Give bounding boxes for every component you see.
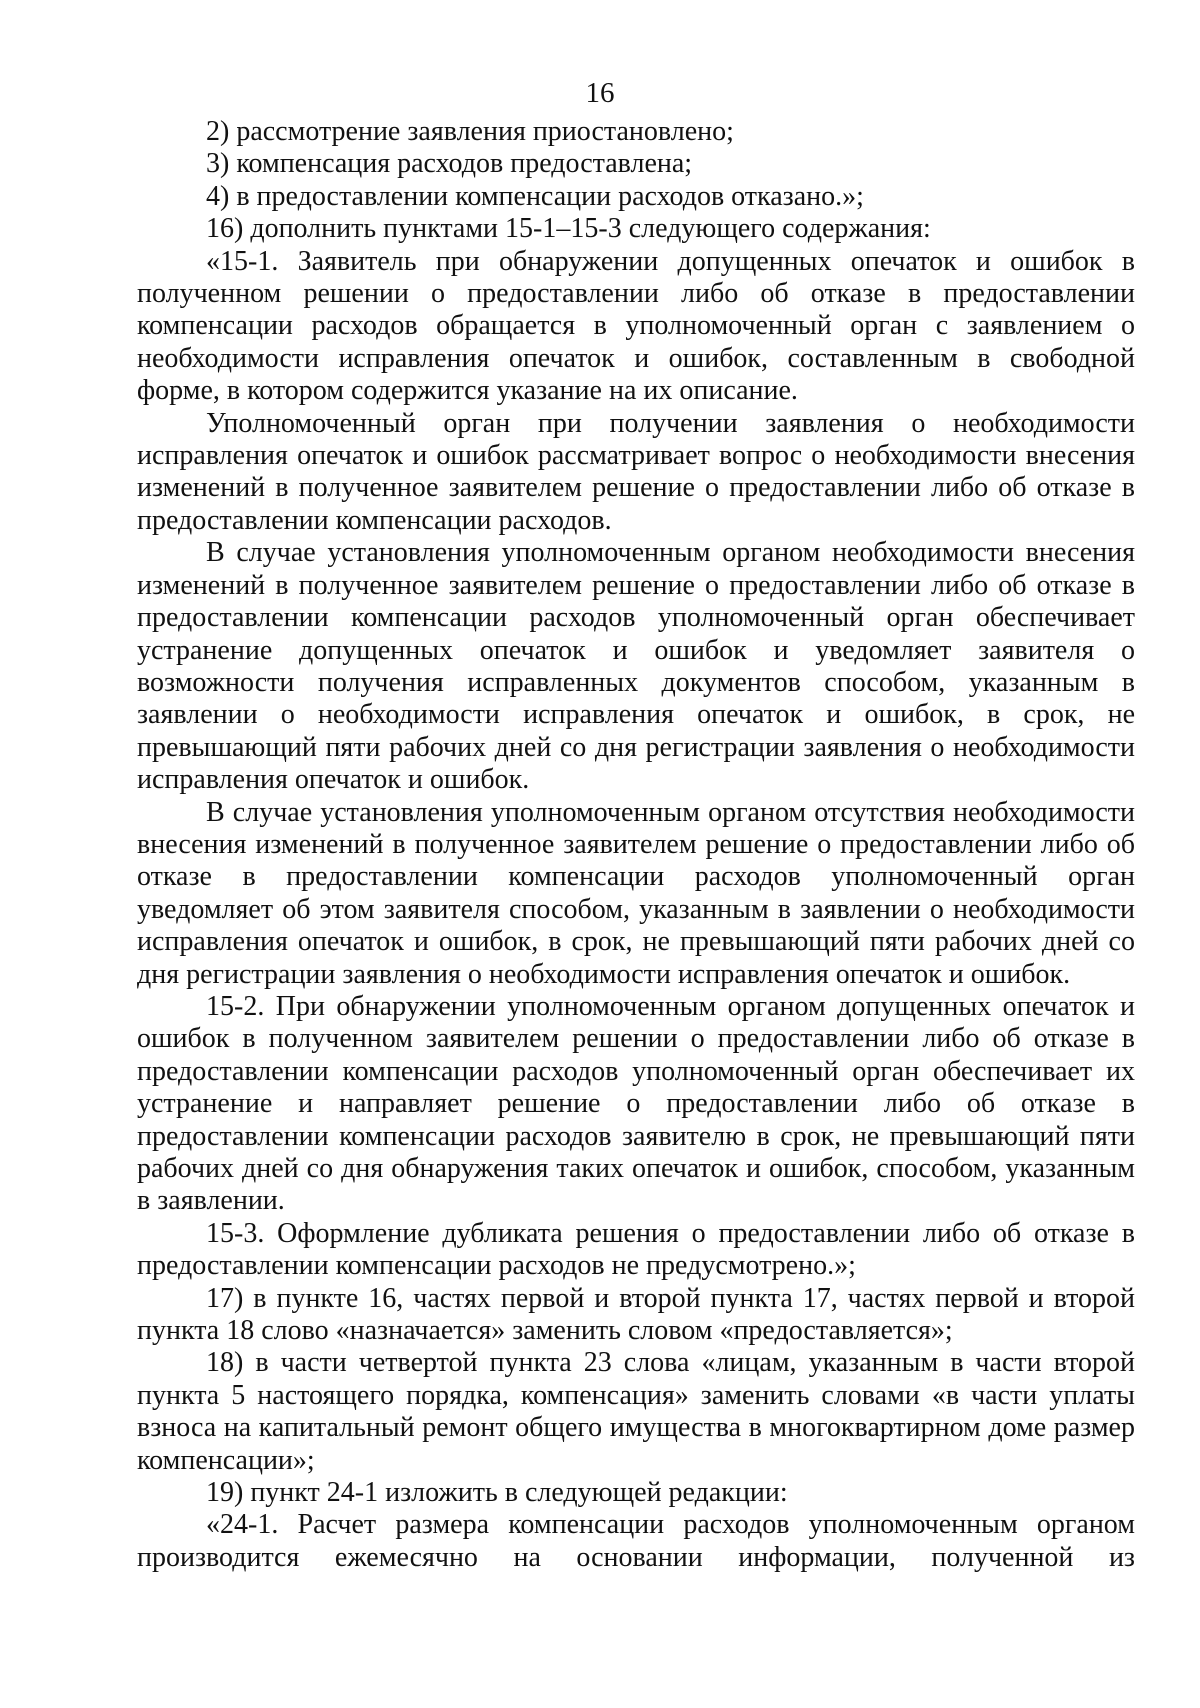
clause-15-2: 15-2. При обнаружении уполномоченным органом допущенных опечаток и ошибок в полученном заявителем решении о предоставлении либо об отказе в предоставлении компенсации расходов уполномоченный орган обеспечивает их устранение и направляет решение о предоставлении либо об отказе в предоставлении компенсации расходов заявителю в срок, не превышающий пяти рабочих дней со дня обнаружения таких опечаток и ошибок, способом, указанным в заявлении. (137, 990, 1135, 1217)
list-item-granted: 3) компенсация расходов предоставлена; (206, 148, 693, 180)
clause-15-1-part-3: В случае установления уполномоченным органом необходимости внесения изменений в полученное заявителем решение о предоставлении либо об отказе в предоставлении компенсации расходов уполномоченный орган обеспечивает устранение допущенных опечаток и ошибок и уведомляет заявителя о возможности получения исправленных документов способом, указанным в заявлении о необходимости исправления опечаток и ошибок, в срок, не превышающий пяти рабочих дней со дня регистрации заявления о необходимости исправления опечаток и ошибок. (137, 537, 1135, 796)
amendment-19: 19) пункт 24-1 изложить в следующей редакции: (206, 1477, 788, 1509)
clause-15-3: 15-3. Оформление дубликата решения о предоставлении либо об отказе в предоставлении компенсации расходов не предусмотрено.»; (137, 1217, 1135, 1282)
clause-15-1-part-2: Уполномоченный орган при получении заявления о необходимости исправления опечаток и ошибок рассматривает вопрос о необходимости внесения изменений в полученное заявителем решение о предоставлении либо об отказе в предоставлении компенсации расходов. (137, 407, 1135, 536)
amendment-17: 17) в пункте 16, частях первой и второй пункта 17, частях первой и второй пункта 18 слово «назначается» заменить словом «предоставляется»; (137, 1282, 1135, 1347)
page-number: 16 (585, 77, 615, 109)
list-item-suspended: 2) рассмотрение заявления приостановлено; (206, 116, 734, 147)
clause-15-1: «15-1. Заявитель при обнаружении допущенных опечаток и ошибок в полученном решении о предоставлении либо об отказе в предоставлении компенсации расходов обращается в уполномоченный орган с заявлением о необходимости исправления опечаток и ошибок, составленным в свободной форме, в котором содержится указание на их описание. (137, 245, 1135, 407)
list-item-refused: 4) в предоставлении компенсации расходов отказано.»; (206, 180, 864, 212)
amendment-18: 18) в части четвертой пункта 23 слова «лицам, указанным в части второй пункта 5 настоящего порядка, компенсация» заменить словами «в части уплаты взноса на капитальный ремонт общего имущества в многоквартирном доме размер компенсации»; (137, 1347, 1135, 1476)
clause-24-1: «24-1. Расчет размера компенсации расходов уполномоченным органом производится ежемесячно на основании информации, полученной из (137, 1509, 1135, 1573)
amendment-16: 16) дополнить пунктами 15-1–15-3 следующего содержания: (206, 213, 931, 245)
document-body (137, 116, 1135, 1574)
clause-15-1-part-4: В случае установления уполномоченным органом отсутствия необходимости внесения изменений в полученное заявителем решение о предоставлении либо об отказе в предоставлении компенсации расходов уполномоченный орган уведомляет об этом заявителя способом, указанным в заявлении о необходимости исправления опечаток и ошибок, в срок, не превышающий пяти рабочих дней со дня регистрации заявления о необходимости исправления опечаток и ошибок. (137, 796, 1135, 990)
